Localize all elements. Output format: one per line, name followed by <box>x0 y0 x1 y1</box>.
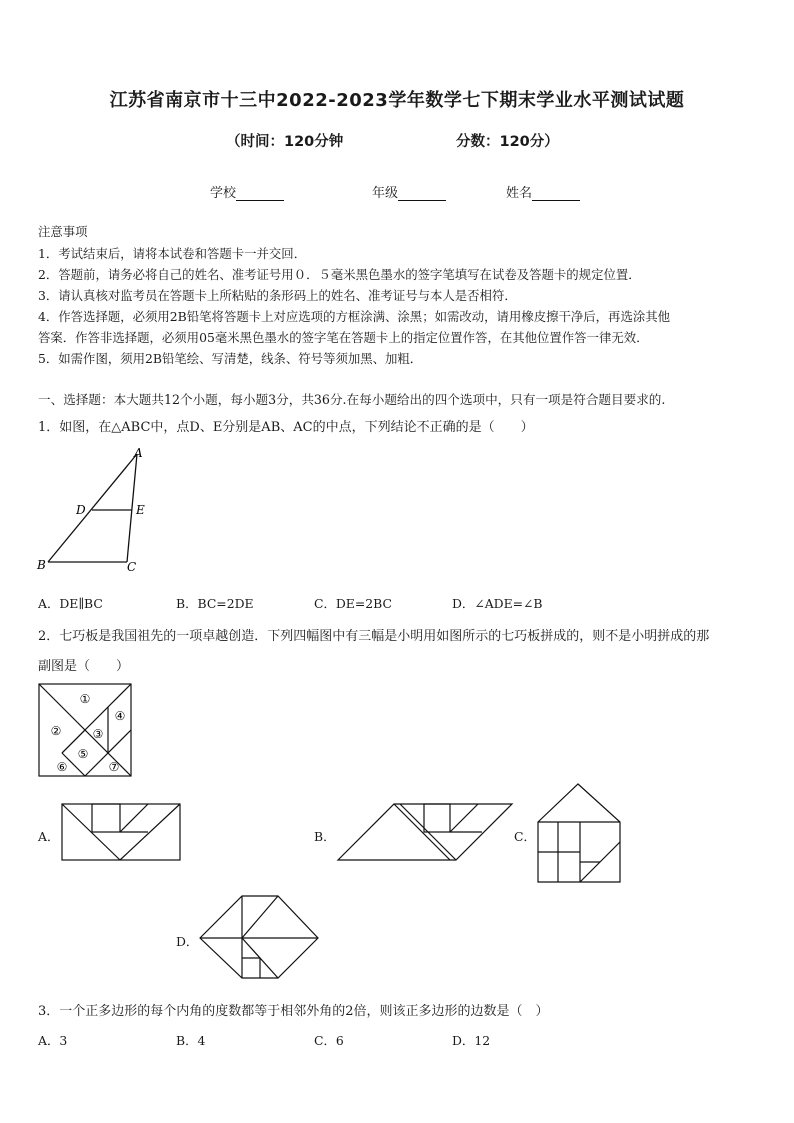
q1-option-c: C．DE=2BC <box>314 596 392 611</box>
name-field <box>506 182 580 201</box>
question-1-stem: 1．如图，在△ABC中，点D、E分别是AB、AC的中点，下列结论不正确的是（ ） <box>38 420 534 435</box>
piece-2-label: ② <box>50 724 62 738</box>
q2-option-b: B． <box>314 829 336 844</box>
name-label: 姓名 <box>506 186 533 201</box>
notice-item: 4．作答选择题，必须用2B铅笔将答题卡上对应选项的方框涂满、涂黑；如需改动，请用橡皮擦干净后，再选涂其他 <box>38 309 671 324</box>
notice-item: 3．请认真核对监考员在答题卡上所粘贴的条形码上的姓名、准考证号与本人是否相符． <box>38 288 517 303</box>
school-field <box>210 182 284 201</box>
q2-option-d: D． <box>176 934 199 949</box>
piece-1-label: ① <box>79 692 91 706</box>
notice-heading: 注意事项 <box>38 224 88 239</box>
q3-option-a: A．3 <box>38 1033 68 1048</box>
q3-option-b: B．4 <box>176 1033 206 1048</box>
tangram-option-a <box>60 802 184 862</box>
score-label: 分数：120分） <box>456 134 559 150</box>
question-2-stem-line2: 副图是（ ） <box>38 659 130 674</box>
piece-7-label: ⑦ <box>108 760 120 774</box>
triangle-figure <box>34 444 154 578</box>
tangram-option-b <box>336 802 514 862</box>
tangram-option-d <box>198 892 322 984</box>
school-label: 学校 <box>210 186 237 201</box>
time-label: （时间：120分钟 <box>226 134 344 150</box>
q2-option-c: C． <box>514 829 536 844</box>
piece-4-label: ④ <box>114 709 126 723</box>
label-d: D <box>76 503 86 517</box>
q1-option-d: D．∠ADE=∠B <box>452 596 543 611</box>
name-blank <box>532 187 580 201</box>
grade-label: 年级 <box>372 186 399 201</box>
q3-option-c: C．6 <box>314 1033 344 1048</box>
question-3-stem: 3．一个正多边形的每个内角的度数都等于相邻外角的2倍，则该正多边形的边数是（ ） <box>38 1004 549 1019</box>
tangram-option-c <box>536 782 626 884</box>
grade-field <box>372 182 446 201</box>
label-a: A <box>134 446 143 460</box>
label-c: C <box>127 560 137 574</box>
page-title: 江苏省南京市十三中2022-2023学年数学七下期末学业水平测试试题 <box>109 90 685 111</box>
piece-3-label: ③ <box>92 727 104 741</box>
grade-blank <box>398 187 446 201</box>
q3-option-d: D．12 <box>452 1033 491 1048</box>
side-ab <box>48 454 137 562</box>
q1-option-b: B．BC=2DE <box>176 596 254 611</box>
piece-6-label: ⑥ <box>56 760 68 774</box>
q1-option-a: A．DE∥BC <box>38 596 103 611</box>
section-heading: 一、选择题：本大题共12个小题，每小题3分，共36分.在每小题给出的四个选项中，只有一项是符合题目要求的. <box>38 392 666 407</box>
label-e: E <box>136 503 145 517</box>
school-blank <box>236 187 284 201</box>
notice-item: 1．考试结束后，请将本试卷和答题卡一并交回． <box>38 246 307 261</box>
question-2-stem-line1: 2．七巧板是我国祖先的一项卓越创造．下列四幅图中有三幅是小明用如图所示的七巧板拼成的，则不是小明拼成的那 <box>38 629 710 644</box>
tangram-reference <box>38 683 134 779</box>
q2-option-a: A． <box>38 829 60 844</box>
notice-item: 2．答题前，请务必将自己的姓名、准考证号用０．５毫米黑色墨水的签字笔填写在试卷及答题卡的规定位置． <box>38 267 641 282</box>
notice-item: 5．如需作图，须用2B铅笔绘、写清楚，线条、符号等须加黑、加粗． <box>38 351 423 366</box>
notice-item: 答案．作答非选择题，必须用05毫米黑色墨水的签字笔在答题卡上的指定位置作答，在其他位置作答一律无效． <box>38 330 649 345</box>
label-b: B <box>37 558 46 572</box>
piece-5-label: ⑤ <box>77 747 89 761</box>
